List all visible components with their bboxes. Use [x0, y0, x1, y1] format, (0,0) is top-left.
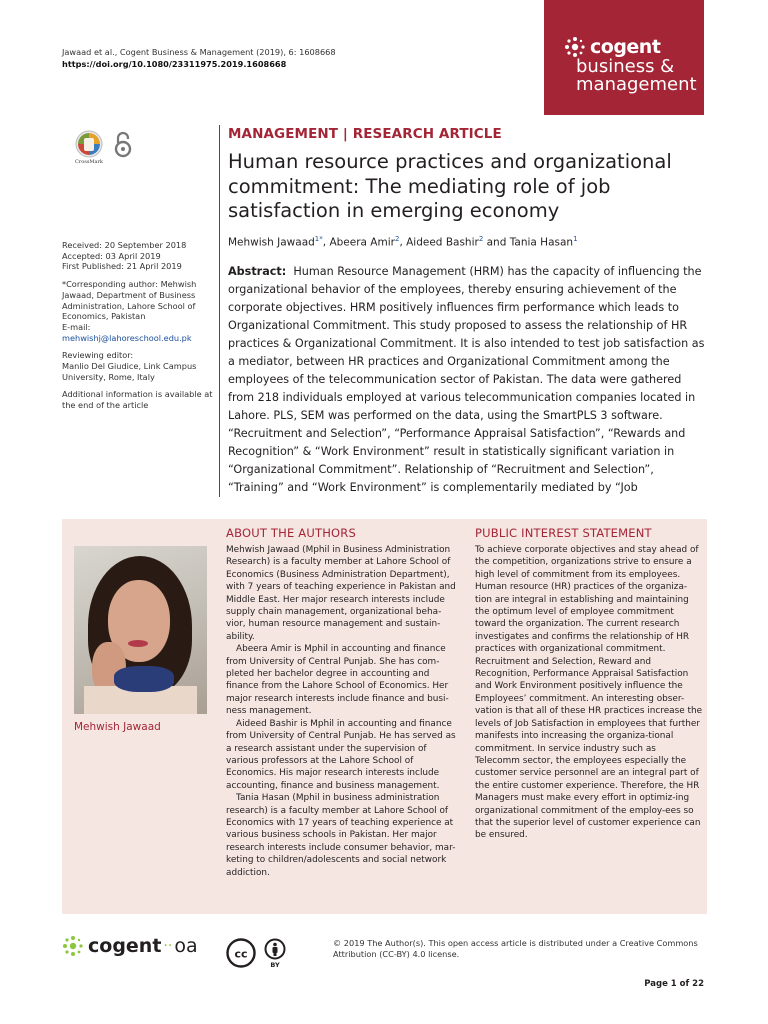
journal-brand: [544, 0, 704, 115]
page-number: Page 1 of 22: [644, 979, 704, 989]
citation-block: [62, 46, 336, 70]
badge-row: [72, 130, 132, 165]
info-panel: [62, 519, 707, 914]
brand-line-1: business &: [576, 56, 675, 77]
author-bio: Abeera Amir is Mphil in accounting and finance from University of Central Punjab. She has com-pleted her bachelor degree in accounting and finance from the Lahore School of Economics. Her major research interests include finance and busi-ness management.: [226, 644, 449, 717]
about-authors-text: [226, 544, 458, 879]
author-bio: Tania Hasan (Mphil in business administration research) is a faculty member at Lahore School of Economics with 17 years of teaching experience at various business schools in Pakistan. Her major research interests include consumer behavior, mar-keting to children/adolescents and social network addiction.: [226, 793, 456, 878]
about-authors-heading: ABOUT THE AUTHORS: [226, 526, 356, 540]
author-name[interactable]: Aideed Bashir: [406, 236, 479, 249]
footer-logo-dots: ··: [163, 938, 173, 954]
published-date: First Published: 21 April 2019: [62, 261, 182, 272]
abstract-label: Abstract:: [228, 265, 287, 278]
doi-link[interactable]: https://doi.org/10.1080/23311975.2019.1608668: [62, 59, 287, 69]
svg-text:cc: cc: [234, 947, 248, 961]
author-bio: Mehwish Jawaad (Mphil in Business Administration Research) is a faculty member at Lahore School of Economics (Business Administration Department), with 7 years of teaching experience in Pakistan and Middle East. Her major research interests include supply chain management, organizational beha-vior, human resource management and sustain-ability.: [226, 545, 456, 642]
reviewing-editor-label: Reviewing editor:: [62, 350, 134, 361]
author-name[interactable]: Abeera Amir: [329, 236, 395, 249]
cogent-oa-logo: [62, 935, 198, 957]
article-title: Human resource practices and organizational commitment: The mediating role of job satisfaction in emerging economy: [228, 150, 672, 222]
author-affiliation[interactable]: 2: [394, 235, 400, 243]
vertical-rule: [219, 125, 220, 497]
email-link[interactable]: mehwishj@lahoreschool.edu.pk: [62, 332, 192, 343]
crossmark-icon: [75, 130, 103, 158]
by-icon: [264, 938, 286, 960]
cogent-oa-logo-icon: [62, 935, 84, 957]
author-photo: [74, 546, 207, 714]
reviewing-editor: Manlio Del Giudice, Link Campus University, Rome, Italy: [62, 361, 197, 382]
crossmark-badge[interactable]: [72, 130, 106, 165]
abstract: [228, 263, 708, 497]
cc-icon: [226, 938, 256, 968]
author-separator: and: [483, 236, 510, 249]
license-text: © 2019 The Author(s). This open access article is distributed under a Creative Commons Attribution (CC-BY) 4.0 license.: [333, 938, 698, 959]
author-affiliation[interactable]: 1: [573, 235, 578, 243]
footer-logo-oa: oa: [174, 935, 198, 957]
author-affiliation[interactable]: 2: [478, 235, 484, 243]
article-category: MANAGEMENT | RESEARCH ARTICLE: [228, 126, 502, 142]
citation-text: Jawaad et al., Cogent Business & Management (2019), 6: 1608668: [62, 47, 336, 57]
corresponding-author: *Corresponding author: Mehwish Jawaad, Department of Business Administration, Lahore School of Economics, Pakistan: [62, 279, 197, 322]
abstract-text: Human Resource Management (HRM) has the capacity of influencing the organizational behavior of the employees, thereby ensuring achievement of the corporate objectives. HRM positively influences firm performance which leads to Organizational Commitment. This study proposed to assess the relationship of HR practices & Organizational Commitment. It is also intended to test job satisfaction as a mediator, between HR practices and Organizational Commitment among the employees of the telecommunication sector of Pakistan. The data were gathered from 218 individuals employed at various telecommunication companies located in Lahore. PLS, SEM was performed on the data, using the SmartPLS 3 software. “Recruitment and Selection”, “Performance Appraisal Satisfaction”, “Rewards and Recognition” & “Work Environment” result in statistically significant variation in “Organizational Commitment”. Relationship of “Recruitment and Selection”, “Training” and “Work Environment” is complementarily mediated by “Job: [228, 265, 705, 494]
author-separator: ,: [322, 236, 330, 249]
additional-info: Additional information is available at the end of the article: [62, 389, 213, 411]
accepted-date: Accepted: 03 April 2019: [62, 250, 161, 261]
license-badges[interactable]: [226, 938, 286, 969]
photo-caption: Mehwish Jawaad: [74, 721, 161, 733]
open-access-icon: [114, 130, 132, 158]
article-metadata: [62, 240, 214, 418]
brand-line-2: management: [576, 74, 697, 95]
author-name[interactable]: Tania Hasan: [509, 236, 574, 249]
author-separator: ,: [399, 236, 407, 249]
email-label: E-mail:: [62, 321, 91, 332]
author-affiliation[interactable]: 1*: [314, 235, 323, 243]
crossmark-label: CrossMark: [75, 159, 103, 165]
author-bio: Aideed Bashir is Mphil in accounting and finance from University of Central Punjab. He has served as a research assistant under the supervision of various professors at the Lahore School of Economics. His major research interests include accounting, finance and business management.: [226, 718, 456, 791]
footer-logo-word: cogent: [88, 935, 162, 957]
by-label: BY: [270, 961, 280, 969]
received-date: Received: 20 September 2018: [62, 240, 187, 250]
open-access-badge: [114, 130, 132, 162]
public-interest-text: To achieve corporate objectives and stay ahead of the competition, organizations strive to ensure a high level of commitment from its employees. Human resource (HR) practices of the organiza-tion are integral in establishing and maintaining the optimum level of employee commitment toward the organization. The current research investigates and confirms the relationship of HR practices with organizational commitment. Recruitment and Selection, Reward and Recognition, Performance Appraisal Satisfaction and Work Environment positively influence the Employees’ commitment. An interesting obser-vation is that all of these HR practices increase the levels of Job Satisfaction in employees that further manifests into increasing the organiza-tional commitment. In service industry such as Telecomm sector, the employees especially the customer service personnel are an integral part of the entire customer experience. Therefore, the HR Managers must make every effort in optimiz-ing organizational commitment of the employ-ees so that the superior level of customer experience can be ensured.: [475, 545, 703, 841]
public-interest-heading: PUBLIC INTEREST STATEMENT: [475, 526, 652, 540]
cogent-logo-icon: [564, 36, 586, 58]
brand-logo-word: cogent: [590, 36, 661, 58]
author-name[interactable]: Mehwish Jawaad: [228, 236, 315, 249]
author-list: [228, 235, 578, 249]
